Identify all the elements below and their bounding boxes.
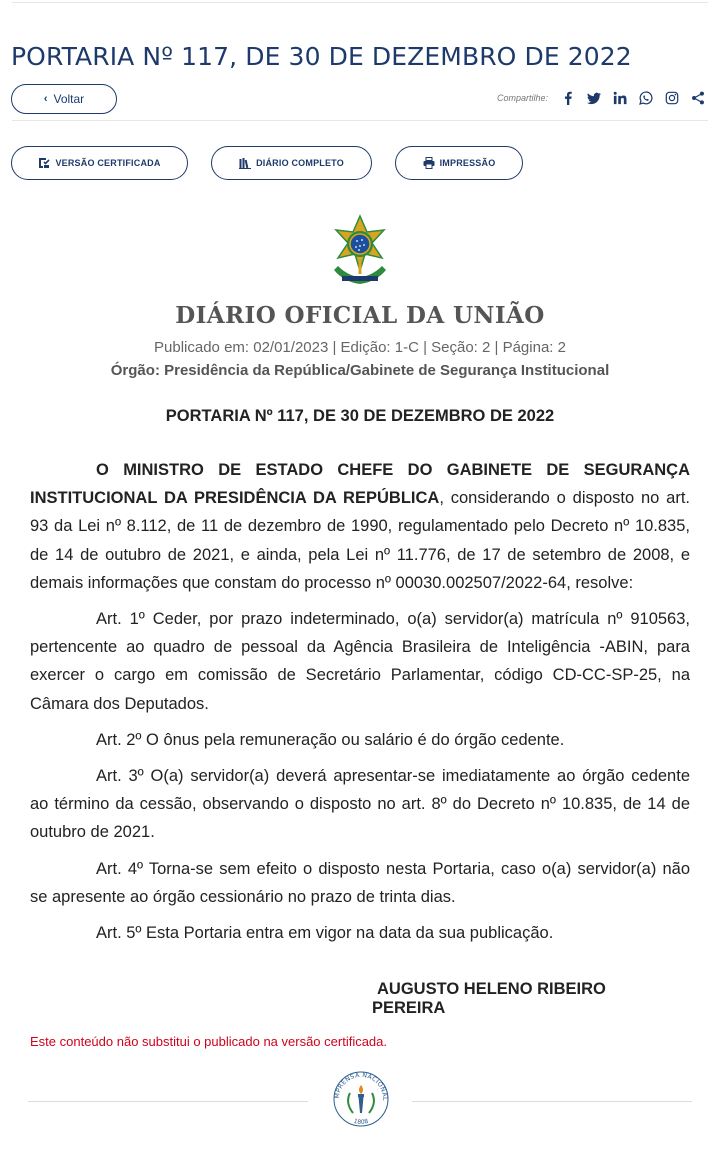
certified-version-label: VERSÃO CERTIFICADA [55, 158, 161, 168]
imprensa-nacional-seal-icon [331, 1067, 391, 1131]
footer-divider-right [412, 1101, 692, 1102]
back-button-label: Voltar [53, 92, 85, 106]
article-2: Art. 2º O ônus pela remuneração ou salário é do órgão cedente. [96, 730, 565, 749]
publication-meta: Publicado em: 02/01/2023 | Edição: 1-C | Seção: 2 | Página: 2 [154, 339, 566, 356]
disclaimer: Este conteúdo não substitui o publicado na versão certificada. [30, 1034, 388, 1049]
article-5: Art. 5º Esta Portaria entra em vigor na data da sua publicação. [96, 924, 554, 943]
share-icon[interactable] [690, 90, 706, 106]
linkedin-icon[interactable] [612, 90, 628, 106]
print-label: IMPRESSÃO [439, 158, 496, 168]
preamble-text: , considerando o disposto no art. 93 da Lei nº 8.112, de 11 de dezembro de 1990, regulamentado pelo Decreto nº 10.835, de 14 de outubro de 2021, e ainda, pela Lei nº 11.776, de 17 de setembro de 2008, e demais informações que constam do processo nº 00030.002507/2022-64, resolve: [30, 489, 691, 592]
article-4: Art. 4º Torna-se sem efeito o disposto nesta Portaria, caso o(a) servidor(a) não se apresente ao órgão cessionário no prazo de trinta dias. [30, 859, 690, 906]
print-button[interactable] [395, 146, 523, 180]
twitter-icon[interactable] [586, 90, 602, 106]
signer-name-line1: AUGUSTO HELENO RIBEIRO [377, 980, 606, 998]
top-divider [12, 2, 708, 3]
full-diary-label: DIÁRIO COMPLETO [256, 158, 344, 168]
signer-name-line2: PEREIRA [372, 999, 446, 1017]
toolbar-divider [12, 120, 708, 121]
books-icon [239, 157, 251, 169]
signer [372, 980, 606, 1018]
back-button[interactable] [11, 84, 117, 114]
certified-version-button[interactable] [11, 146, 188, 180]
facebook-icon[interactable] [560, 90, 576, 106]
article-3: Art. 3º O(a) servidor(a) deverá apresentar-se imediatamente ao órgão cedente ao término da cessão, observando o disposto no art. 8º do Decreto nº 10.835, de 14 de outubro de 2021. [30, 767, 690, 842]
chevron-left-icon: ‹ [43, 93, 48, 105]
printer-icon [423, 157, 435, 169]
certificate-icon [38, 157, 50, 169]
seal-year: 1808 [352, 1117, 370, 1126]
document-heading: PORTARIA Nº 117, DE 30 DE DEZEMBRO DE 2022 [165, 407, 555, 425]
publication-orgao: Órgão: Presidência da República/Gabinete de Segurança Institucional [110, 362, 610, 379]
brazil-coat-of-arms-icon [324, 214, 396, 290]
masthead-title: DIÁRIO OFICIAL DA UNIÃO [175, 302, 545, 329]
preamble-authority: O MINISTRO DE ESTADO CHEFE DO GABINETE DE SEGURANÇA INSTITUCIONAL DA PRESIDÊNCIA DA REPÚBLICA [30, 461, 690, 508]
whatsapp-icon[interactable] [638, 90, 654, 106]
share-label: Compartilhe: [496, 93, 548, 103]
seal-text: MPRENSA NACIONAL [333, 1071, 389, 1101]
article-1: Art. 1º Ceder, por prazo indeterminado, o(a) servidor(a) matrícula nº 910563, pertencente ao quadro de pessoal da Agência Brasileira de Inteligência -ABIN, para exercer o cargo em comissão de Secretário Parlamentar, código CD-CC-SP-25, na Câmara dos Deputados. [30, 610, 690, 713]
footer-divider-left [28, 1101, 308, 1102]
page-title: PORTARIA Nº 117, DE 30 DE DEZEMBRO DE 2022 [11, 42, 632, 71]
document-body [30, 456, 690, 955]
instagram-icon[interactable] [664, 90, 680, 106]
preamble [30, 456, 690, 597]
share-bar [497, 88, 706, 108]
full-diary-button[interactable] [211, 146, 372, 180]
